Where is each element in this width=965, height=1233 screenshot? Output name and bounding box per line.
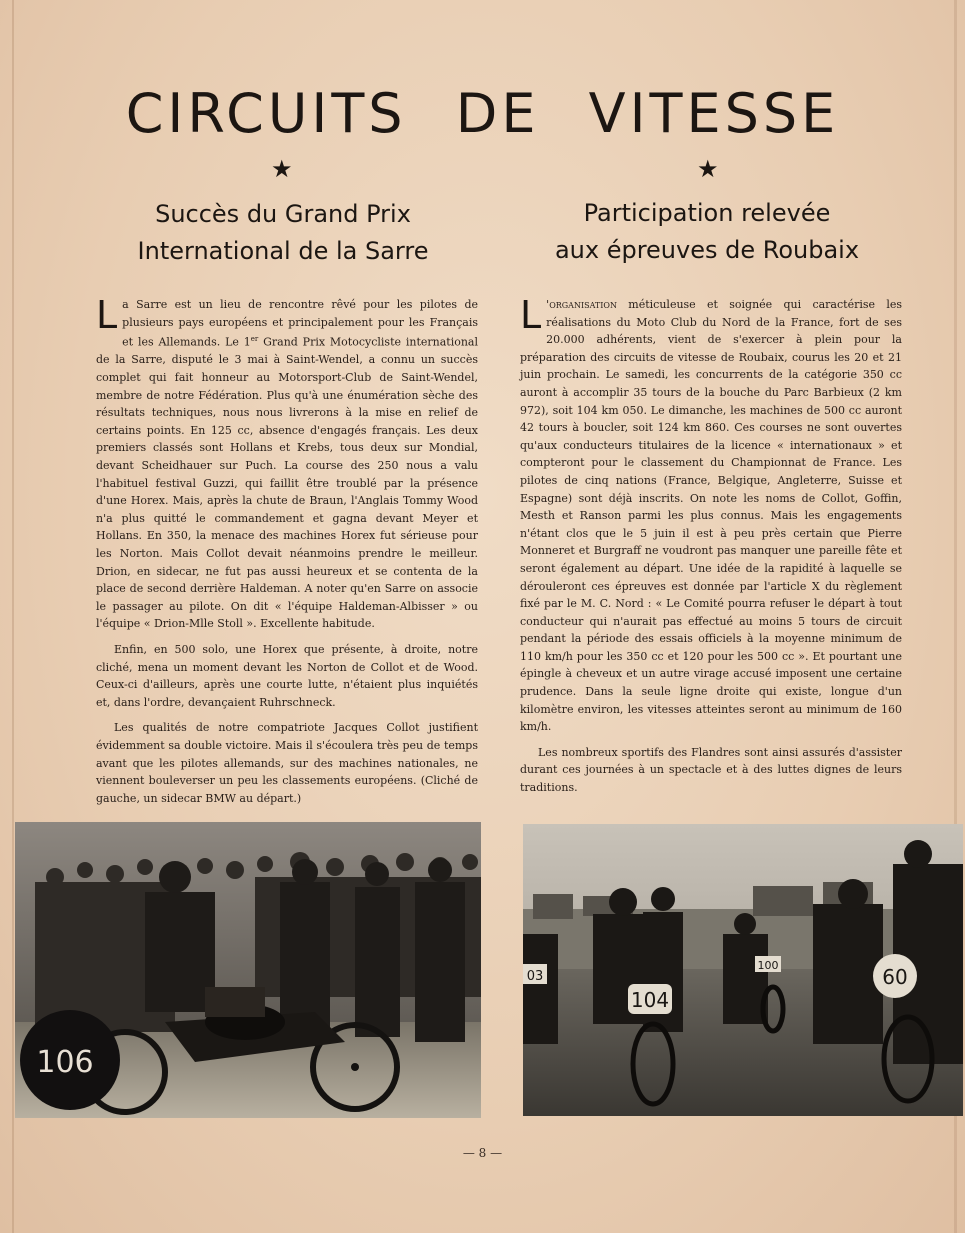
drop-cap: L xyxy=(520,293,542,337)
paragraph: Enfin, en 500 solo, une Horex que présente, à droite, notre cliché, mena un moment devant les Norton de Collot et de Wood. Ceux-ci d'ailleurs, après une courte lutte, n'étaient plus inquiétés et, dans l'ordre, devançaient Ruhrschneck. xyxy=(96,642,478,709)
paragraph-text: méticuleuse et soignée qui caractérise les réalisations du Moto Club du Nord de la France, fort de ses 20.000 adhérents, vient de s'exercer à plein pour la préparation des circuits de vitesse de Roubaix, courus les 20 et 21 juin prochain. Le samedi, les concurrents de la catégorie 350 cc auront à accomplir 35 tours de la bouche du Parc Barbieux (2 km 972), soit 104 km 050. Le dimanche, les machines de 500 cc auront 42 tours à boucler, soit 124 km 860. Ces courses ne sont ouvertes qu'aux conducteurs titulaires de la licence « internationaux » et compteront pour le classement du Championnat de France. Les pilotes de cinq nations (France, Belgique, Angleterre, Suisse et Espagne) sont déjà inscrits. On note les noms de Collot, Goffin, Mesth et Ranson parmi les plus connus. Mais les engagements n'étant clos que le 5 juin il est à peu près certain que Pierre Monneret et Burgraff ne voudront pas manquer une pareille fête et seront également au départ. Une idée de la rapidité à laquelle se dérouleront ces épreuves est donnée par l'article X du règlement fixé par le M. C. Nord : « Le Comité pourra refuser le départ à tout conducteur qui n'aurait pas effectué au moins 5 tours de circuit pendant la période des essais officiels à la moyenne minimum de 110 km/h pour les 350 cc et 120 pour les 500 cc ». Et pourtant une épingle à cheveux et un autre virage accusé imposent une certaine prudence. Dans la seule ligne droite qui existe, longue d'un kilomètre environ, les vitesses atteintes seront au minimum de 160 km/h. xyxy=(520,298,902,734)
paragraph-text: a Sarre est un lieu de rencontre rêvé pour les pilotes de plusieurs pays européens et principalement pour les Français et les Allemands. Le 1 xyxy=(122,298,478,349)
paragraph: Les qualités de notre compatriote Jacques Collot justifient évidemment sa double victoire. Mais il s'écoulera très peu de temps avant que les pilotes allemands, sur des machines nationales, ne viennent bouleverser un peu les classements européens. (Cliché de gauche, un sidecar BMW au départ.) xyxy=(96,721,478,805)
race-number-100: 100 xyxy=(757,959,779,972)
page-number: — 8 — xyxy=(462,1146,503,1160)
superscript: er xyxy=(250,335,259,344)
heading-line: aux épreuves de Roubaix xyxy=(554,236,860,264)
race-number-104: 104 xyxy=(630,988,670,1012)
star-icon: ★ xyxy=(271,155,293,183)
drop-cap: L xyxy=(96,293,118,337)
paragraph-text: Grand Prix Motocycliste international de la Sarre, disputé le 3 mai à Saint-Wendel, a connu un succès complet qui fait honneur au Motorsport-Club de Saint-Wendel, membre de notre Fédération. Plus qu'à une énumération sèche des résultats techniques, nous nous livrerons à la mise en relief de certains points. En 125 cc, absence d'engagés français. Les deux premiers classés sont Hollans et Krebs, tous deux sur Mondial, devant Scheidhauer sur Puch. La course des 250 nous a valu l'habituel festival Guzzi, qui faillit être troublé par la présence d'une Horex. Mais, après la chute de Braun, l'Anglais Tommy Wood n'a plus quitté le commandement et gagna devant Meyer et Hollans. En 350, la menace des machines Horex fut sérieuse pour les Norton. Mais Collot devait néanmoins prendre le meilleur. Drion, en sidecar, ne fut pas aussi heureux et se contenta de la place de second derrière Haldeman. A noter qu'en Sarre on associe le passager au pilote. On dit « l'équipe Haldeman-Albisser » ou l'équipe « Drion-Mlle Stoll ». Excellente habitude. xyxy=(96,335,478,631)
right-article-heading xyxy=(518,195,896,269)
race-number-03: 03 xyxy=(526,969,544,984)
left-article-body xyxy=(96,293,478,815)
photo-sidecar-start xyxy=(15,822,481,1118)
right-article-body xyxy=(520,293,902,805)
photo-roubaix-riders xyxy=(523,824,963,1116)
heading-line: Succès du Grand Prix xyxy=(155,200,411,228)
paragraph: Les nombreux sportifs des Flandres sont ainsi assurés d'assister durant ces journées à un spectacle et à des luttes dignes de leurs traditions. xyxy=(520,745,902,795)
heading-line: Participation relevée xyxy=(583,199,831,227)
title-word: VITESSE xyxy=(588,82,840,145)
paragraph xyxy=(520,293,902,736)
race-number-106: 106 xyxy=(36,1045,94,1080)
heading-line: International de la Sarre xyxy=(137,237,429,265)
star-icon: ★ xyxy=(697,155,719,183)
paragraph xyxy=(96,293,478,633)
race-number-60: 60 xyxy=(882,965,908,989)
small-caps-text: 'organisation xyxy=(546,298,617,311)
page-title xyxy=(0,82,965,145)
left-article-heading xyxy=(96,196,470,270)
page-fold-left xyxy=(12,0,14,1233)
title-word: DE xyxy=(455,82,540,145)
title-word: CIRCUITS xyxy=(125,82,407,145)
